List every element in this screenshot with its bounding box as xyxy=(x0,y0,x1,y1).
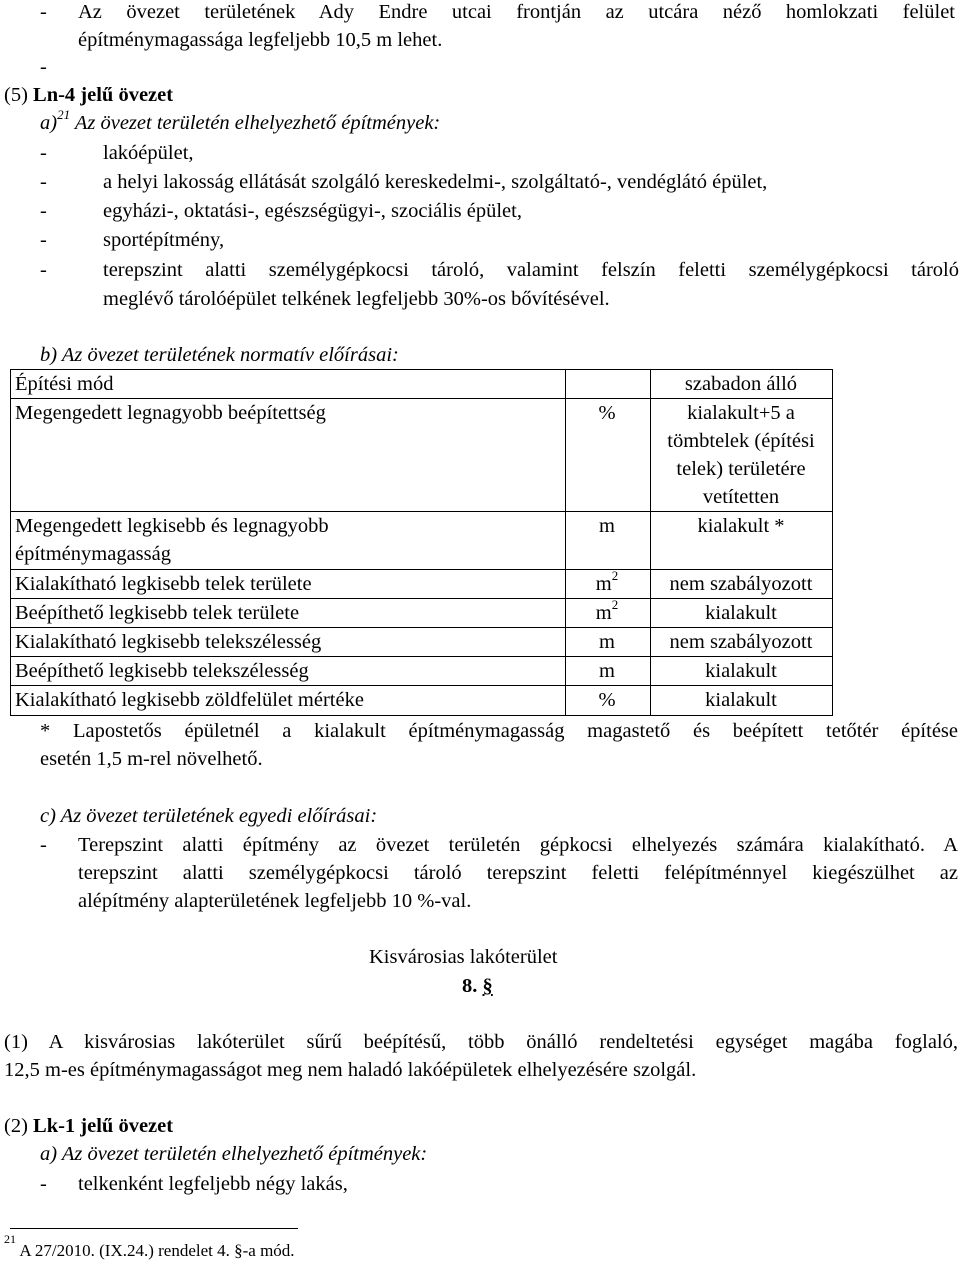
table-divider-2 xyxy=(650,369,651,716)
c-item-line-3: alépítmény alapterületének legfeljebb 10 %-val. xyxy=(78,890,472,912)
intro-empty-dash: - xyxy=(40,56,47,78)
list-item-dash: - xyxy=(40,229,47,251)
list-item-dash: - xyxy=(40,200,47,222)
table-cell-name: Kialakítható legkisebb zöldfelület mértéke xyxy=(15,689,364,711)
ln4-heading-title: Ln-4 jelű övezet xyxy=(33,84,174,106)
footnote-number: 21 xyxy=(4,1232,16,1247)
table-cell-unit: m xyxy=(599,515,615,537)
table-border-left xyxy=(10,369,11,716)
ln4-b-heading: b) Az övezet területének normatív előírásai: xyxy=(40,344,399,366)
table-cell-value: kialakult xyxy=(705,602,777,624)
unit-text: m xyxy=(595,602,612,624)
table-border-right xyxy=(832,369,833,716)
section8-p1-line-1: (1) A kisvárosias lakóterület sűrű beépítésű, több önálló rendeltetési egységet magába foglaló, xyxy=(4,1031,958,1053)
lk1-heading-title: Lk-1 jelű övezet xyxy=(33,1115,174,1137)
table-cell-value: kialakult xyxy=(705,660,777,682)
table-cell-name xyxy=(15,512,329,568)
table-cell-unit xyxy=(570,570,644,598)
list-item-dash: - xyxy=(40,171,47,193)
table-note-line-1: * Lapostetős épületnél a kialakult építménymagasság magastető és beépített tetőtér építése xyxy=(40,720,958,742)
list-item-continuation: meglévő tárolóépület telkének legfeljebb 30%-os bővítésével. xyxy=(103,288,610,310)
table-cell-unit: m xyxy=(599,631,615,653)
footnote xyxy=(4,1232,295,1262)
ln4-heading xyxy=(4,81,173,109)
ln4-a-label: a) xyxy=(40,112,58,134)
list-item-dash: - xyxy=(40,834,47,856)
table-cell-value-line: telek) területére xyxy=(676,458,806,480)
lk1-a-heading: a) Az övezet területén elhelyezhető építmények: xyxy=(40,1143,428,1165)
ln4-c-heading: c) Az övezet területének egyedi előírásai: xyxy=(40,805,378,827)
list-item: terepszint alatti személygépkocsi tároló, valamint felszín feletti személygépkocsi tároló xyxy=(103,259,959,281)
section8-p1-line-2: 12,5 m-es építménymagasságot meg nem haladó lakóépületek elhelyezésére szolgál. xyxy=(4,1059,697,1081)
table-cell-name-line: Megengedett legkisebb és legnagyobb xyxy=(15,515,329,537)
unit-text: m xyxy=(595,573,612,595)
table-cell-value: kialakult * xyxy=(697,515,785,537)
lk1-heading xyxy=(4,1112,173,1140)
ln4-a-heading xyxy=(40,109,440,137)
c-item-line-1: Terepszint alatti építmény az övezet területén gépkocsi elhelyezés számára kialakítható. A xyxy=(78,834,958,856)
table-border-bottom xyxy=(10,715,833,716)
list-item-dash: - xyxy=(40,1173,47,1195)
list-item: sportépítmény, xyxy=(103,229,225,251)
list-item: lakóépület, xyxy=(103,142,194,164)
table-cell-value-line: vetítetten xyxy=(702,486,780,508)
table-cell-unit: % xyxy=(598,402,616,424)
table-note-line-2: esetén 1,5 m-rel növelhető. xyxy=(40,748,263,770)
table-cell-unit xyxy=(570,599,644,627)
footnote-ref-21: 21 xyxy=(57,107,71,123)
table-cell-name: Kialakítható legkisebb telek területe xyxy=(15,573,312,595)
list-item: a helyi lakosság ellátását szolgáló kereskedelmi-, szolgáltató-, vendéglátó épület, xyxy=(103,171,768,193)
table-cell-name-line: építménymagasság xyxy=(15,543,171,565)
table-cell-value-line: kialakult+5 a xyxy=(687,402,795,424)
table-cell-name: Megengedett legnagyobb beépítettség xyxy=(15,402,326,424)
intro-dash: - xyxy=(40,1,47,23)
lk1-heading-number: (2) xyxy=(4,1115,28,1137)
footnote-text: A 27/2010. (IX.24.) rendelet 4. §-a mód. xyxy=(19,1241,295,1260)
list-item: telkenként legfeljebb négy lakás, xyxy=(78,1173,348,1195)
unit-superscript: 2 xyxy=(611,568,619,584)
list-item-dash: - xyxy=(40,142,47,164)
intro-line-2: építménymagassága legfeljebb 10,5 m lehet. xyxy=(78,29,443,51)
ln4-heading-number: (5) xyxy=(4,84,28,106)
c-item-line-2: terepszint alatti személygépkocsi tároló terepszint feletti felépítménnyel kiegészülhet az xyxy=(78,862,958,884)
table-cell-value: nem szabályozott xyxy=(669,573,813,595)
table-cell-unit: % xyxy=(598,689,616,711)
section-title: Kisvárosias lakóterület xyxy=(369,946,558,968)
footnote-separator xyxy=(10,1228,298,1229)
intro-line-1: Az övezet területének Ady Endre utcai frontján az utcára néző homlokzati felület xyxy=(78,1,955,23)
table-cell-value: kialakult xyxy=(705,689,777,711)
table-cell-unit: m xyxy=(599,660,615,682)
table-cell-value-line: tömbtelek (építési xyxy=(667,430,815,452)
section-number-text: 8. xyxy=(462,975,478,997)
table-cell-name: Építési mód xyxy=(15,373,114,395)
table-cell-value: nem szabályozott xyxy=(669,631,813,653)
unit-superscript: 2 xyxy=(611,597,619,613)
table-cell-name: Beépíthető legkisebb telek területe xyxy=(15,602,300,624)
paragraph-sign: § xyxy=(482,975,493,997)
list-item: egyházi-, oktatási-, egészségügyi-, szociális épület, xyxy=(103,200,522,222)
section-number xyxy=(462,972,493,1000)
list-item-dash: - xyxy=(40,259,47,281)
table-cell-name: Beépíthető legkisebb telekszélesség xyxy=(15,660,309,682)
table-cell-value xyxy=(656,399,826,511)
table-divider-1 xyxy=(565,369,566,716)
table-cell-value: szabadon álló xyxy=(684,373,798,395)
table-cell-name: Kialakítható legkisebb telekszélesség xyxy=(15,631,322,653)
ln4-a-text: Az övezet területén elhelyezhető építmények: xyxy=(74,112,441,134)
